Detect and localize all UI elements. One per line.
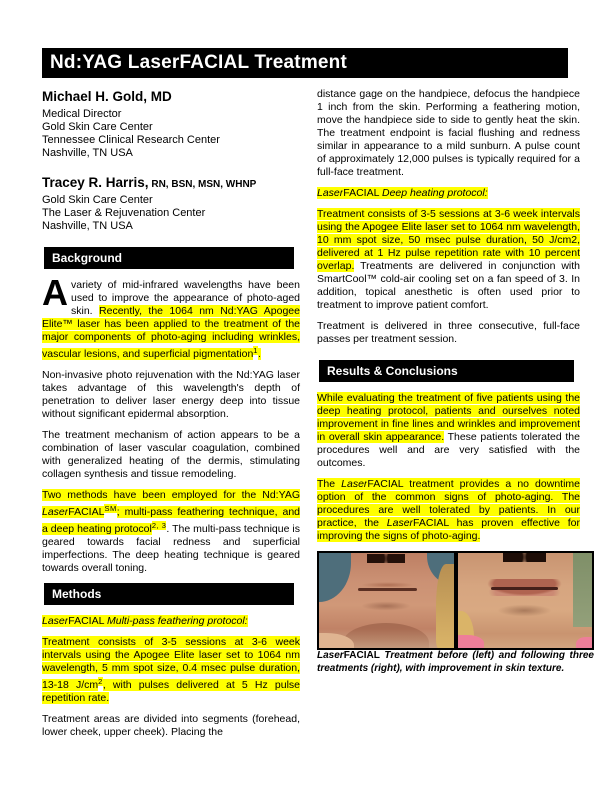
photo-caption bbox=[317, 650, 594, 675]
section-header-label: Methods bbox=[52, 587, 102, 601]
text-segment: Laser bbox=[317, 650, 344, 661]
text-segment: variety of mid-infrared wavelengths have been used to improve the appearance of photo-aged skin. bbox=[71, 279, 300, 317]
photo-after bbox=[454, 553, 593, 648]
deep-heating-paragraph-1 bbox=[317, 208, 580, 312]
results-paragraph-2 bbox=[317, 478, 580, 543]
text-segment: Treatment before (left) and following three treatments (right), with improvement in skin texture. bbox=[317, 650, 594, 674]
text-segment: SM bbox=[104, 504, 117, 513]
methods-paragraph-continued bbox=[317, 88, 580, 179]
author-name-text: Tracey R. Harris, bbox=[42, 175, 149, 190]
left-column bbox=[42, 88, 300, 747]
text-segment: FACIAL bbox=[68, 506, 105, 518]
author-credentials: RN, BSN, MSN, WHNP bbox=[148, 179, 257, 190]
text-segment: . bbox=[257, 348, 261, 360]
author-affiliation-line: The Laser & Rejuvenation Center bbox=[42, 207, 206, 219]
mouth-line-shape bbox=[491, 587, 558, 590]
photo-before bbox=[319, 553, 454, 648]
text-segment: FACIAL bbox=[343, 187, 382, 199]
background-teal-shape bbox=[319, 553, 351, 602]
author-block bbox=[42, 174, 300, 233]
section-header-label: Results & Conclusions bbox=[327, 364, 458, 378]
results-paragraph-1 bbox=[317, 392, 580, 470]
author-affiliation-line: Gold Skin Care Center bbox=[42, 121, 153, 133]
pink-clothing-shape bbox=[576, 637, 592, 648]
section-header-label: Background bbox=[52, 251, 123, 265]
text-segment: , with pulses delivered at 5 Hz pulse repetition rate. bbox=[42, 679, 300, 704]
author-affiliation-line: Gold Skin Care Center bbox=[42, 194, 153, 206]
text-segment: Laser bbox=[42, 506, 69, 518]
text-segment: 2 bbox=[98, 677, 103, 686]
chin-shadow-shape bbox=[495, 604, 554, 616]
page-title: Nd:YAG LaserFACIAL Treatment bbox=[50, 52, 348, 73]
right-column bbox=[317, 88, 594, 683]
chin-shadow-shape bbox=[359, 601, 413, 611]
upper-lip-shadow-shape bbox=[361, 582, 415, 588]
author-affiliation-line: Tennessee Clinical Research Center bbox=[42, 134, 220, 146]
text-segment: Laser bbox=[317, 187, 344, 199]
background-paragraph-2 bbox=[42, 369, 300, 421]
background-paragraph-4 bbox=[42, 489, 300, 575]
text-segment: These patients tolerated the procedures well and are very satisfied with the outcomes. bbox=[317, 431, 580, 469]
text-segment: Treatment areas are divided into segments (forehead, lower cheek, upper cheek). Placing the bbox=[42, 713, 300, 738]
drop-cap: A bbox=[42, 272, 68, 313]
background-green-shape bbox=[573, 553, 592, 627]
author-name bbox=[42, 174, 300, 193]
author-block bbox=[42, 88, 300, 160]
text-segment: . The multi-pass technique is geared towards facial redness and superficial imperfections. The deep heating technique is geared towards overall toning. bbox=[42, 523, 300, 574]
text-segment: The treatment mechanism of action appears to be a combination of laser vascular coagulation, combined with generalized heating of the dermis, stimulating collagen synthesis and tissue remodeling. bbox=[42, 429, 300, 480]
before-after-photos bbox=[317, 551, 594, 650]
text-segment: 1 bbox=[253, 346, 258, 355]
methods-paragraph-1 bbox=[42, 636, 300, 705]
background-paragraph-1 bbox=[42, 272, 300, 361]
deep-heating-subheading bbox=[317, 187, 580, 200]
section-header-methods bbox=[44, 583, 294, 605]
mouth-line-shape bbox=[358, 588, 417, 591]
text-segment: Recently, the 1064 nm Nd:YAG Apogee Elite™ laser has been applied to the treatment of the major components of photo-aging including wrinkles, vascular lesions, and superficial pigmentation bbox=[42, 305, 300, 360]
text-segment: Laser bbox=[42, 615, 69, 627]
title-bar bbox=[42, 48, 568, 78]
text-segment: 2, 3 bbox=[151, 521, 167, 530]
text-segment: FACIAL bbox=[343, 650, 380, 661]
text-segment: Non-invasive photo rejuvenation with the Nd:YAG laser takes advantage of this wavelength's depth of penetration to deliver laser energy deep into tissue without significant epidermal absorption. bbox=[42, 369, 300, 420]
text-segment: distance gage on the handpiece, defocus the handpiece 1 inch from the skin. Performing a feathering motion, move the handpiece side to side to gently heat the skin. The treatment endpoint is facial flushing and redness similar in appearance to a mild sunburn. A pulse count of approximately 12,000 pulses is typically required for a full-face treatment. bbox=[317, 88, 580, 178]
text-segment: Treatment consists of 3-5 sessions at 3-6 week intervals using the Apogee Elite laser set to 1064 nm wavelength, 5 mm spot size, 0.4 msec pulse duration, 13-18 J/cm bbox=[42, 636, 300, 691]
text-segment: Treatments are delivered in conjunction with SmartCool™ cold-air cooling set on a fan speed of 3. In addition, topical anesthetic is often used prior to treatment to improve patient comfort. bbox=[317, 260, 580, 311]
author-name-text: Michael H. Gold, MD bbox=[42, 89, 172, 104]
author-affiliation-line: Nashville, TN USA bbox=[42, 147, 133, 159]
methods-paragraph-2 bbox=[42, 713, 300, 739]
text-segment: Laser bbox=[341, 478, 368, 490]
text-segment: ; multi-pass feathering technique, and a deep heating protocol bbox=[42, 506, 300, 535]
text-segment: FACIAL treatment provides a no downtime option of the common signs of photo-aging. The procedures are well tolerated by patients. In our practice, the bbox=[317, 478, 580, 529]
text-segment: Laser bbox=[386, 517, 414, 529]
text-segment: Treatment is delivered in three consecutive, full-face passes per treatment session. bbox=[317, 320, 580, 345]
methods-subheading bbox=[42, 615, 300, 628]
text-segment: Two methods have been employed for the Nd:YAG bbox=[42, 489, 300, 501]
author-name bbox=[42, 88, 300, 107]
pink-clothing-shape bbox=[458, 635, 485, 648]
author-affiliation-line: Medical Director bbox=[42, 108, 122, 120]
nostrils-shape bbox=[503, 553, 546, 562]
text-segment: While evaluating the treatment of five patients using the deep heating protocol, patients and ourselves noted improvement in fine lines and wrinkles and improvement in overall skin appearance. bbox=[317, 392, 580, 443]
section-header-background bbox=[44, 247, 294, 269]
text-segment: The bbox=[317, 478, 342, 490]
text-segment: FACIAL has proven effective for improving the signs of photo-aging. bbox=[317, 517, 580, 542]
section-header-results bbox=[319, 360, 574, 382]
nostrils-shape bbox=[367, 554, 405, 564]
text-segment: Treatment consists of 3-5 sessions at 3-6 week intervals using the Apogee Elite laser set to 1064 nm wavelength, 10 mm spot size, 50 msec pulse duration, 50 J/cm2, delivered at 1 Hz pulse repetition rate with 10 percent overlap. bbox=[317, 208, 580, 272]
deep-heating-paragraph-2 bbox=[317, 320, 580, 346]
text-segment: FACIAL bbox=[68, 615, 107, 627]
neck-shadow-shape bbox=[343, 623, 429, 648]
background-paragraph-3 bbox=[42, 429, 300, 481]
text-segment: Deep heating protocol: bbox=[381, 187, 488, 199]
text-segment: Multi-pass feathering protocol: bbox=[106, 615, 248, 627]
hair-shape bbox=[436, 564, 453, 648]
author-affiliation-line: Nashville, TN USA bbox=[42, 220, 133, 232]
